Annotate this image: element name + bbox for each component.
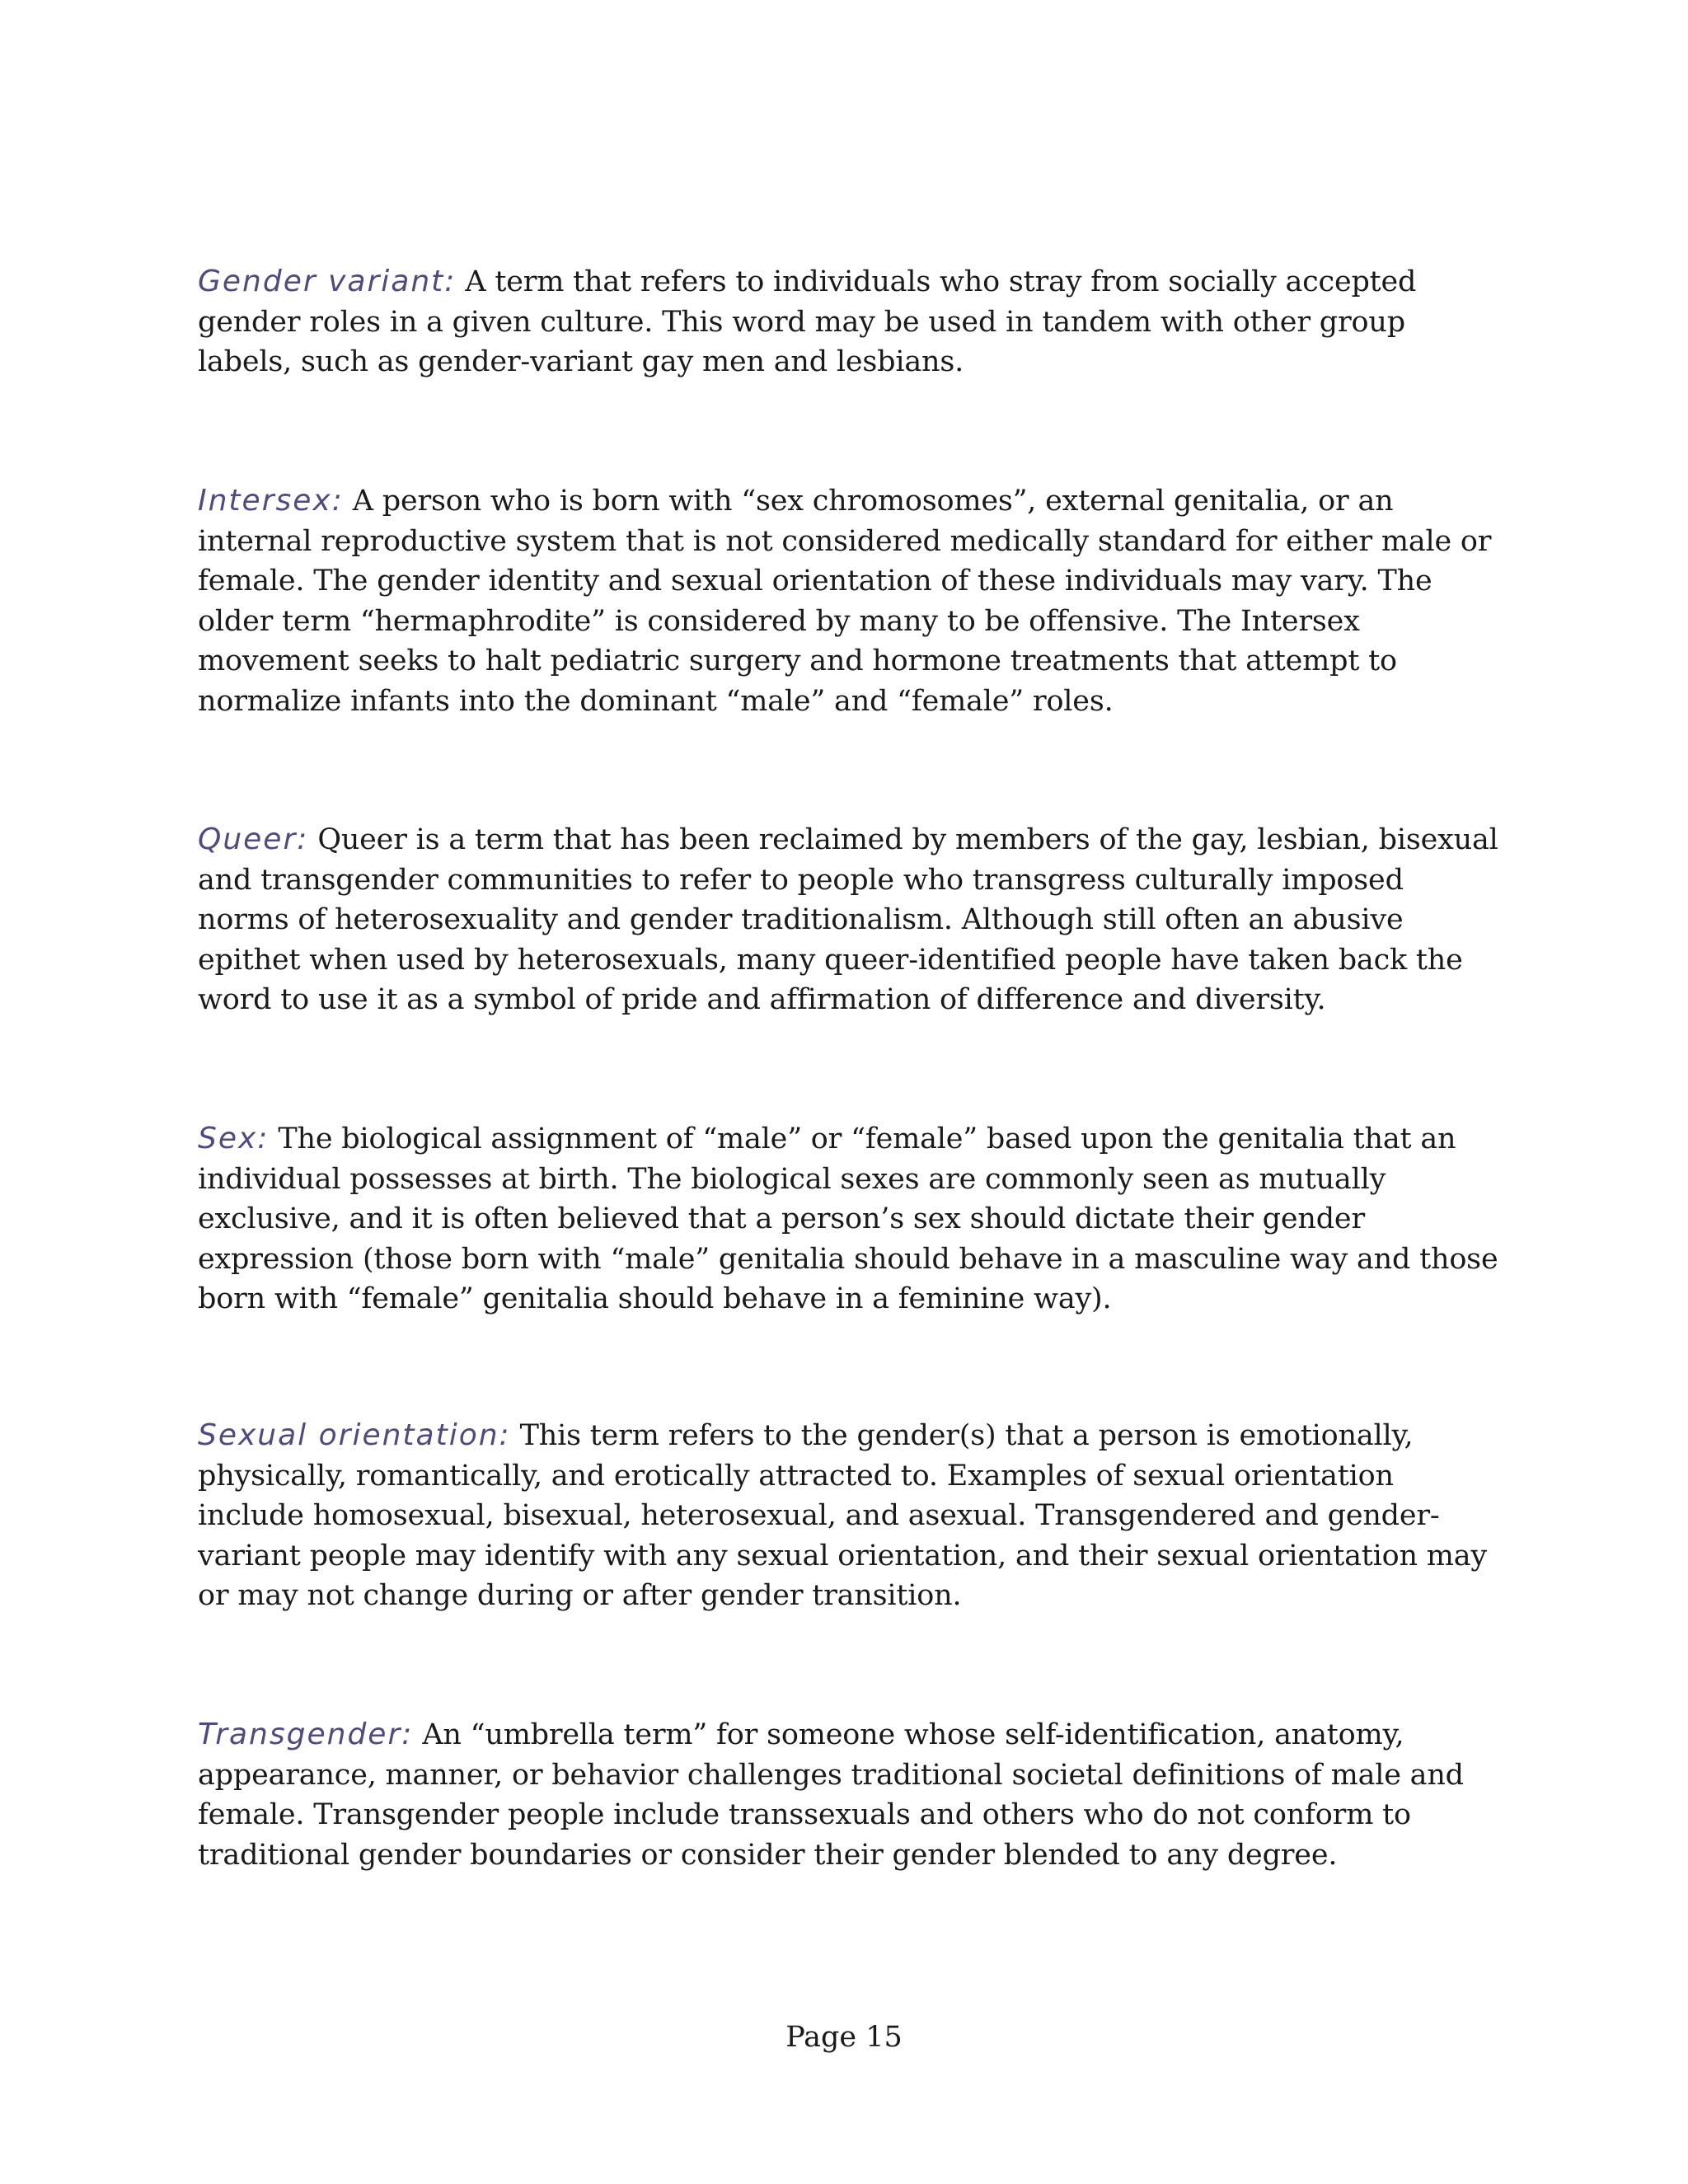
glossary-term: Sex: (198, 1122, 270, 1155)
glossary-entry-gender-variant (198, 262, 1500, 382)
glossary-term: Queer: (198, 823, 309, 856)
glossary-definition: The biological assignment of “male” or “female” based upon the genitalia that an individual possesses at birth. The biological sexes are commonly seen as mutually exclusive, and it is often believed that a person’s sex should dictate their gender expression (those born with “male” genitalia should behave in a masculine way and those born with “female” genitalia should behave in a feminine way). (198, 1122, 1498, 1316)
glossary-term: Sexual orientation: (198, 1418, 511, 1452)
glossary-entry-intersex (198, 481, 1500, 722)
glossary-entry-queer (198, 820, 1500, 1020)
glossary-entry-sexual-orientation (198, 1416, 1500, 1616)
glossary-entry-sex (198, 1119, 1500, 1319)
glossary-definition: This term refers to the gender(s) that a person is emotionally, physically, romantically, and erotically attracted to. Examples of sexual orientation include homosexual, bisexual, heterosexual, and asexual. Transgendered and gender-variant people may identify with any sexual orientation, and their sexual orientation may or may not change during or after gender transition. (198, 1419, 1488, 1613)
glossary-entry-transgender (198, 1715, 1500, 1875)
page-number: Page 15 (785, 2021, 903, 2054)
glossary-definition: A term that refers to individuals who stray from socially accepted gender roles in a given culture. This word may be used in tandem with other group labels, such as gender-variant gay men and lesbians. (198, 265, 1417, 379)
glossary-definition: A person who is born with “sex chromosomes”, external genitalia, or an internal reproductive system that is not considered medically standard for either male or female. The gender identity and sexual orientation of these individuals may vary. The older term “hermaphrodite” is considered by many to be offensive. The Intersex movement seeks to halt pediatric surgery and hormone treatments that attempt to normalize infants into the dominant “male” and “female” roles. (198, 485, 1492, 718)
glossary-definition: Queer is a term that has been reclaimed by members of the gay, lesbian, bisexual and transgender communities to refer to people who transgress culturally imposed norms of heterosexuality and gender traditionalism. Although still often an abusive epithet when used by heterosexuals, many queer-identified people have taken back the word to use it as a symbol of pride and affirmation of difference and diversity. (198, 823, 1498, 1017)
glossary-term: Intersex: (198, 484, 344, 518)
glossary-term: Transgender: (198, 1718, 414, 1751)
glossary-definition: An “umbrella term” for someone whose self-identification, anatomy, appearance, manner, or behavior challenges traditional societal definitions of male and female. Transgender people include transsexuals and others who do not conform to traditional gender boundaries or consider their gender blended to any degree. (198, 1718, 1464, 1872)
glossary-term: Gender variant: (198, 265, 457, 298)
